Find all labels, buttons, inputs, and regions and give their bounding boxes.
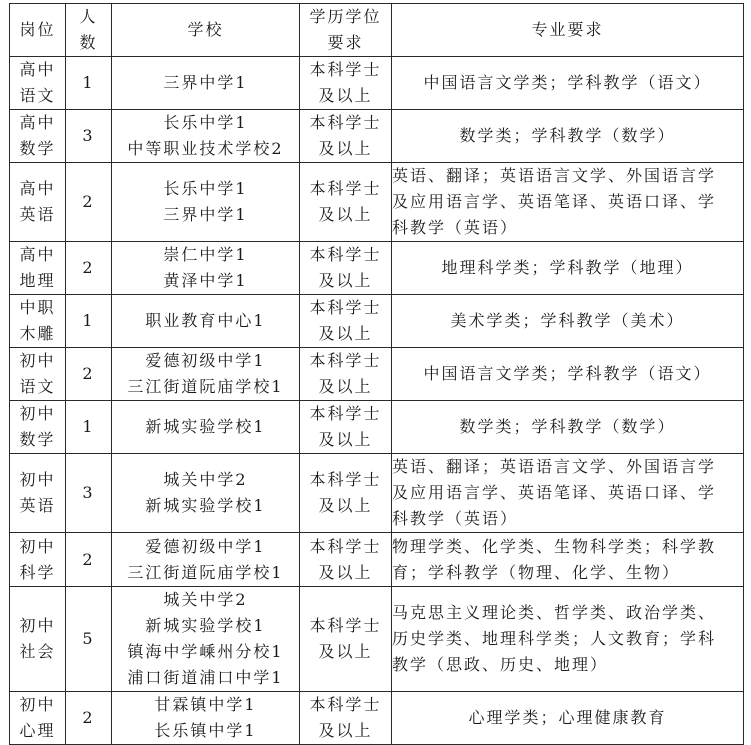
- header-line: 要求: [327, 33, 364, 52]
- degree-cell-line: 本科学士: [309, 298, 382, 317]
- count-cell: 3: [66, 454, 112, 533]
- header-school: [112, 4, 300, 57]
- major-cell-line: 物理学类、化学类、生物科学类；科学教: [392, 536, 717, 556]
- table-wrapper: [9, 3, 744, 745]
- major-cell-line: 中国语言文学类；学科教学（语文）: [423, 73, 712, 92]
- position-cell-line: 语文: [19, 377, 56, 396]
- position-cell-line: 初中: [19, 695, 56, 714]
- major-cell-line: 数学类；学科教学（数学）: [459, 417, 676, 436]
- school-cell-line: 新城实验学校1: [145, 496, 266, 515]
- header-major: [392, 4, 744, 57]
- degree-cell: [300, 692, 392, 745]
- header-row: [10, 4, 744, 57]
- table-row: [10, 348, 744, 401]
- count-cell: 1: [66, 295, 112, 348]
- degree-cell-line: 及以上: [318, 205, 373, 224]
- major-cell-line: 数学类；学科教学（数学）: [459, 126, 676, 145]
- school-cell-line: 爱德初级中学1: [145, 351, 266, 370]
- school-cell-line: 职业教育中心1: [145, 311, 266, 330]
- header-line: 人: [79, 7, 98, 26]
- position-cell-line: 英语: [19, 205, 56, 224]
- degree-cell: [300, 295, 392, 348]
- position-cell-line: 科学: [19, 562, 56, 582]
- position-cell-line: 初中: [19, 470, 56, 489]
- degree-cell-line: 本科学士: [309, 351, 382, 370]
- position-cell-line: 数学: [19, 430, 56, 449]
- school-cell-line: 三江街道阮庙学校1: [127, 377, 284, 396]
- major-cell-line: 英语、翻译；英语语言文学、外国语言学: [392, 166, 717, 185]
- table-row: [10, 242, 744, 295]
- school-cell-line: 长乐镇中学1: [154, 721, 257, 740]
- school-cell-line: 甘霖镇中学1: [154, 695, 257, 714]
- position-cell-line: 英语: [19, 496, 56, 515]
- position-cell-line: 初中: [19, 616, 56, 635]
- count-cell: 2: [66, 533, 112, 587]
- table-row: [10, 110, 744, 163]
- header-degree: [300, 4, 392, 57]
- degree-cell-line: 及以上: [318, 642, 373, 661]
- degree-cell-line: 本科学士: [309, 695, 382, 714]
- position-cell-line: 心理: [19, 721, 56, 740]
- position-cell-line: 语文: [19, 86, 56, 105]
- table-row: [10, 163, 744, 242]
- major-cell-line: 育；学科教学（物理、化学、生物）: [392, 562, 681, 582]
- degree-cell-line: 及以上: [318, 430, 373, 449]
- header-line: 岗位: [19, 20, 56, 39]
- degree-cell-line: 及以上: [318, 562, 373, 582]
- position-cell-line: 高中: [19, 179, 56, 198]
- school-cell-line: 镇海中学嵊州分校1: [127, 642, 284, 661]
- major-cell-line: 地理科学类；学科教学（地理）: [441, 258, 694, 277]
- school-cell-line: 城关中学2: [163, 590, 248, 609]
- degree-cell-line: 及以上: [318, 324, 373, 343]
- degree-cell: [300, 454, 392, 533]
- table-row: [10, 692, 744, 745]
- degree-cell-line: 本科学士: [309, 60, 382, 79]
- major-cell: [392, 57, 744, 110]
- school-cell-line: 崇仁中学1: [163, 245, 248, 264]
- major-cell-line: 科教学（英语）: [392, 509, 519, 528]
- school-cell: [112, 163, 300, 242]
- position-cell-line: 木雕: [19, 324, 56, 343]
- position-cell-line: 中职: [19, 298, 56, 317]
- recruitment-table: [9, 3, 744, 745]
- position-cell: [10, 242, 66, 295]
- school-cell: [112, 57, 300, 110]
- degree-cell-line: 本科学士: [309, 470, 382, 489]
- header-count: [66, 4, 112, 57]
- position-cell: [10, 587, 66, 692]
- degree-cell: [300, 348, 392, 401]
- header-line: 专业要求: [531, 20, 604, 39]
- table-row: [10, 587, 744, 692]
- degree-cell: [300, 401, 392, 454]
- position-cell: [10, 454, 66, 533]
- table-body: [10, 57, 744, 745]
- major-cell-line: 心理学类；心理健康教育: [468, 708, 667, 727]
- degree-cell-line: 及以上: [318, 496, 373, 515]
- count-cell: 3: [66, 110, 112, 163]
- major-cell: [392, 348, 744, 401]
- major-cell-line: 及应用语言学、英语笔译、英语口译、学: [392, 192, 717, 211]
- count-cell: 2: [66, 163, 112, 242]
- position-cell: [10, 348, 66, 401]
- school-cell-line: 长乐中学1: [163, 179, 248, 198]
- school-cell-line: 长乐中学1: [163, 113, 248, 132]
- table-row: [10, 295, 744, 348]
- degree-cell: [300, 533, 392, 587]
- degree-cell-line: 本科学士: [309, 179, 382, 198]
- position-cell-line: 初中: [19, 536, 56, 556]
- school-cell-line: 三界中学1: [163, 73, 248, 92]
- school-cell-line: 浦口街道浦口中学1: [127, 668, 284, 687]
- table-row: [10, 533, 744, 587]
- position-cell-line: 高中: [19, 113, 56, 132]
- school-cell: [112, 587, 300, 692]
- major-cell: [392, 533, 744, 587]
- school-cell: [112, 454, 300, 533]
- position-cell-line: 初中: [19, 404, 56, 423]
- school-cell: [112, 110, 300, 163]
- degree-cell-line: 本科学士: [309, 113, 382, 132]
- major-cell-line: 美术学类；学科教学（美术）: [450, 311, 685, 330]
- major-cell-line: 教学（思政、历史、地理）: [392, 655, 609, 674]
- major-cell-line: 英语、翻译；英语语言文学、外国语言学: [392, 457, 717, 476]
- degree-cell: [300, 242, 392, 295]
- position-cell-line: 初中: [19, 351, 56, 370]
- position-cell: [10, 110, 66, 163]
- position-cell: [10, 57, 66, 110]
- major-cell: [392, 110, 744, 163]
- school-cell-line: 三江街道阮庙学校1: [127, 562, 284, 582]
- position-cell: [10, 692, 66, 745]
- position-cell: [10, 401, 66, 454]
- major-cell: [392, 295, 744, 348]
- major-cell-line: 中国语言文学类；学科教学（语文）: [423, 364, 712, 383]
- degree-cell-line: 及以上: [318, 271, 373, 290]
- school-cell-line: 爱德初级中学1: [145, 536, 266, 556]
- position-cell-line: 地理: [19, 271, 56, 290]
- degree-cell: [300, 57, 392, 110]
- position-cell-line: 高中: [19, 245, 56, 264]
- position-cell-line: 社会: [19, 642, 56, 661]
- degree-cell-line: 本科学士: [309, 404, 382, 423]
- school-cell-line: 黄泽中学1: [163, 271, 248, 290]
- degree-cell-line: 及以上: [318, 86, 373, 105]
- table-row: [10, 401, 744, 454]
- major-cell-line: 及应用语言学、英语笔译、英语口译、学: [392, 483, 717, 502]
- school-cell-line: 新城实验学校1: [145, 417, 266, 436]
- count-cell: 2: [66, 348, 112, 401]
- degree-cell-line: 本科学士: [309, 536, 382, 556]
- school-cell: [112, 242, 300, 295]
- header-position: [10, 4, 66, 57]
- major-cell-line: 科教学（英语）: [392, 218, 519, 237]
- count-cell: 2: [66, 692, 112, 745]
- position-cell-line: 高中: [19, 60, 56, 79]
- school-cell: [112, 295, 300, 348]
- position-cell-line: 数学: [19, 139, 56, 158]
- header-line: 学历学位: [309, 7, 382, 26]
- degree-cell: [300, 110, 392, 163]
- major-cell-line: 马克思主义理论类、哲学类、政治学类、: [392, 603, 717, 622]
- header-line: 数: [79, 33, 98, 52]
- school-cell: [112, 533, 300, 587]
- degree-cell-line: 及以上: [318, 139, 373, 158]
- school-cell-line: 中等职业技术学校2: [127, 139, 284, 158]
- table-row: [10, 57, 744, 110]
- degree-cell-line: 本科学士: [309, 616, 382, 635]
- school-cell: [112, 401, 300, 454]
- table-row: [10, 454, 744, 533]
- school-cell-line: 新城实验学校1: [145, 616, 266, 635]
- degree-cell: [300, 587, 392, 692]
- school-cell: [112, 692, 300, 745]
- degree-cell-line: 及以上: [318, 721, 373, 740]
- school-cell: [112, 348, 300, 401]
- major-cell: [392, 587, 744, 692]
- position-cell: [10, 533, 66, 587]
- school-cell-line: 三界中学1: [163, 205, 248, 224]
- position-cell: [10, 295, 66, 348]
- degree-cell-line: 及以上: [318, 377, 373, 396]
- count-cell: 1: [66, 401, 112, 454]
- major-cell: [392, 163, 744, 242]
- count-cell: 1: [66, 57, 112, 110]
- degree-cell-line: 本科学士: [309, 245, 382, 264]
- header-line: 学校: [187, 20, 224, 39]
- position-cell: [10, 163, 66, 242]
- major-cell: [392, 692, 744, 745]
- major-cell: [392, 401, 744, 454]
- major-cell: [392, 454, 744, 533]
- count-cell: 5: [66, 587, 112, 692]
- count-cell: 2: [66, 242, 112, 295]
- major-cell-line: 历史学类、地理科学类；人文教育；学科: [392, 629, 717, 648]
- major-cell: [392, 242, 744, 295]
- degree-cell: [300, 163, 392, 242]
- school-cell-line: 城关中学2: [163, 470, 248, 489]
